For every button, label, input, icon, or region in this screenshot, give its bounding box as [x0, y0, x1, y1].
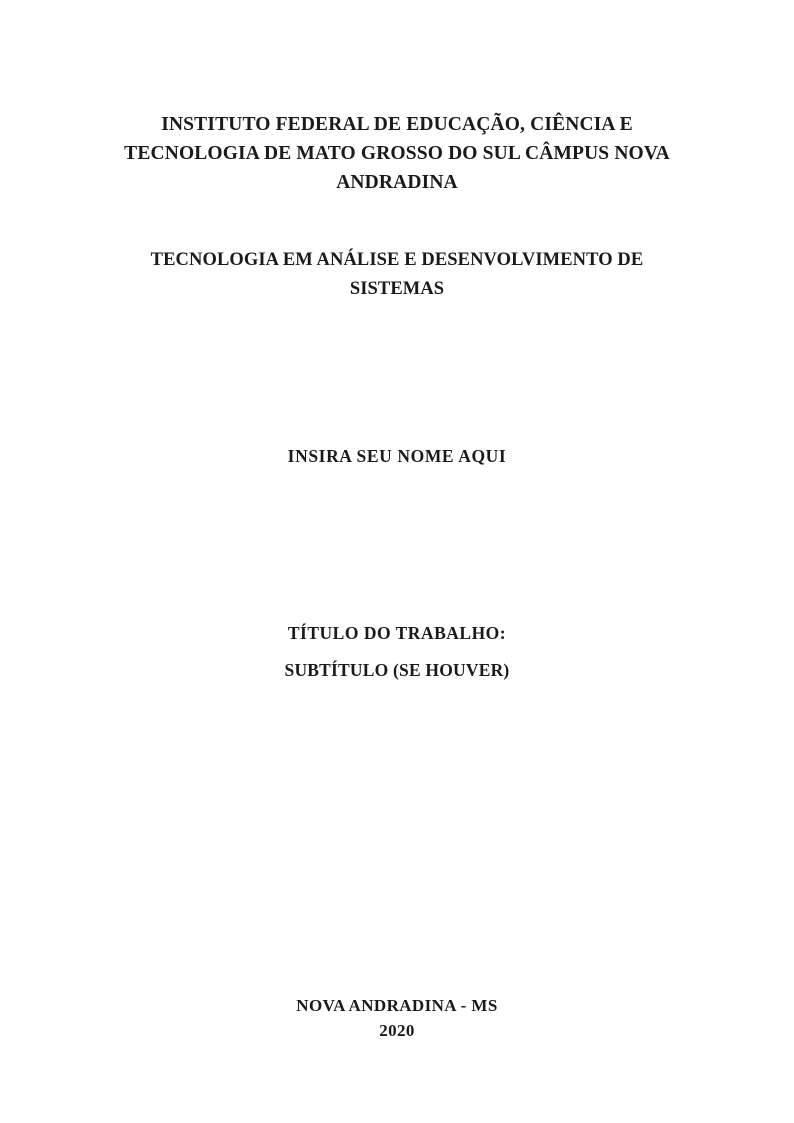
institution-line-1: INSTITUTO FEDERAL DE EDUCAÇÃO, CIÊNCIA E [161, 114, 633, 135]
institution-heading [96, 110, 698, 197]
course-line-1: TECNOLOGIA EM ANÁLISE E DESENVOLVIMENTO DE [150, 250, 644, 270]
course-line-2: SISTEMAS [349, 279, 445, 299]
work-subtitle: SUBTÍTULO (SE HOUVER) [284, 660, 510, 680]
institution-line-3: ANDRADINA [336, 172, 458, 193]
institution-line-2: TECNOLOGIA DE MATO GROSSO DO SUL CÂMPUS NOVA [124, 143, 670, 164]
location-text: NOVA ANDRADINA - MS [296, 996, 498, 1015]
year-text: 2020 [379, 1021, 415, 1040]
title-block [120, 615, 674, 689]
footer-block [0, 993, 794, 1043]
work-title: TÍTULO DO TRABALHO: [287, 623, 507, 643]
author-name: INSIRA SEU NOME AQUI [287, 446, 507, 466]
course-heading [110, 246, 684, 304]
